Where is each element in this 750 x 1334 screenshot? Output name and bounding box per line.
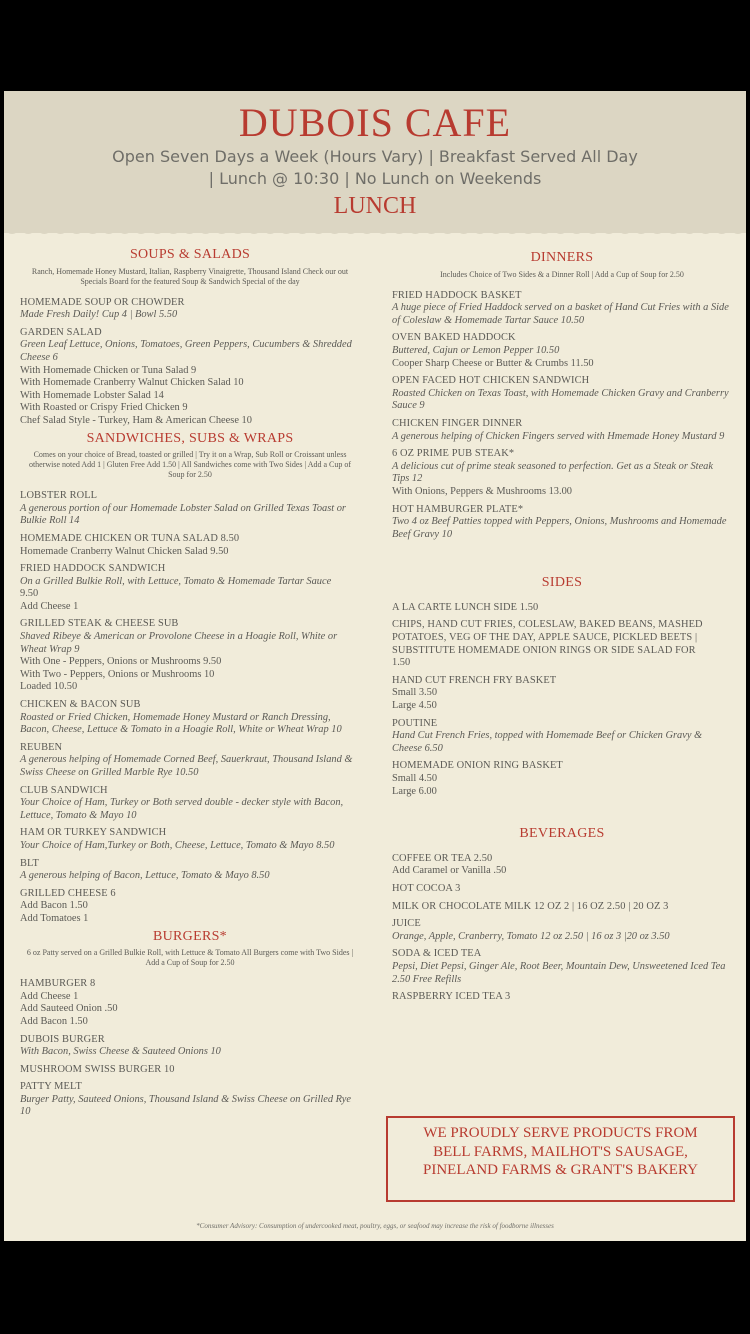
item-description: Your Choice of Ham,Turkey or Both, Cheese, Lettuce, Tomato & Mayo 8.50 — [20, 839, 335, 851]
menu-item — [20, 327, 360, 428]
item-option: With Homemade Cranberry Walnut Chicken Salad 10 — [20, 377, 244, 389]
item-description: Pepsi, Diet Pepsi, Ginger Ale, Root Beer, Mountain Dew, Unsweetened Iced Tea 2.50 Free Refills — [392, 960, 726, 985]
item-name: HOMEMADE ONION RING BASKET — [392, 760, 563, 772]
menu-header — [4, 91, 746, 233]
item-option: Add Caramel or Vanilla .50 — [392, 865, 507, 877]
menu-item — [392, 418, 732, 443]
item-option: Cooper Sharp Cheese or Butter & Crumbs 11.50 — [392, 357, 594, 369]
item-option: Add Bacon 1.50 — [20, 900, 88, 912]
item-name: LOBSTER ROLL — [20, 490, 98, 502]
item-option: 1.50 — [392, 657, 411, 669]
menu-item — [392, 332, 732, 370]
item-description: Shaved Ribeye & American or Provolone Cheese in a Hoagie Roll, White or Wheat Wrap 9 — [20, 631, 338, 655]
item-name: HAM OR TURKEY SANDWICH — [20, 827, 167, 839]
menu-item — [392, 448, 732, 498]
section-note: Comes on your choice of Bread, toasted or grilled | Try it on a Wrap, Sub Roll or Croissant unless otherwise noted Add 1 | Gluten Free Add 1.50 | All Sandwiches come with Two Sides | Add a Cup of Soup for 2.50 — [28, 450, 352, 480]
item-name: POUTINE — [392, 717, 438, 729]
item-description: Made Fresh Daily! Cup 4 | Bowl 5.50 — [20, 309, 178, 321]
item-description: A generous helping of Bacon, Lettuce, Tomato & Mayo 8.50 — [20, 870, 270, 882]
menu-item — [20, 533, 360, 558]
item-name: CHICKEN FINGER DINNER — [392, 417, 523, 429]
item-description: Hand Cut French Fries, topped with Homemade Beef or Chicken Gravy & Cheese 6.50 — [392, 730, 703, 754]
item-name: GRILLED STEAK & CHEESE SUB — [20, 618, 179, 630]
item-option: Chef Salad Style - Turkey, Ham & American Cheese 10 — [20, 414, 252, 426]
menu-item — [392, 602, 732, 615]
item-name: GARDEN SALAD — [20, 326, 102, 338]
item-description: Buttered, Cajun or Lemon Pepper 10.50 — [392, 344, 560, 356]
menu-item — [20, 618, 360, 694]
item-option: Add Sauteed Onion .50 — [20, 1003, 118, 1015]
item-name: PATTY MELT — [20, 1081, 82, 1093]
menu-item — [392, 375, 732, 413]
item-name: HAMBURGER 8 — [20, 978, 96, 990]
menu-item — [20, 827, 360, 852]
restaurant-title: DUBOIS CAFE — [238, 100, 512, 145]
item-description: With Bacon, Swiss Cheese & Sauteed Onions 10 — [20, 1046, 221, 1058]
menu-item — [20, 888, 360, 926]
box-line-2: BELL FARMS, MAILHOT'S SAUSAGE, — [433, 1143, 688, 1160]
menu-item — [20, 1081, 360, 1119]
item-name: MUSHROOM SWISS BURGER 10 — [20, 1063, 175, 1075]
item-name: DUBOIS BURGER — [20, 1033, 105, 1045]
item-name: MILK OR CHOCOLATE MILK 12 OZ 2 | 16 OZ 2.50 | 20 OZ 3 — [392, 900, 669, 912]
item-option: Large 6.00 — [392, 785, 437, 797]
menu-sheet — [4, 91, 746, 1241]
item-description: Burger Patty, Sauteed Onions, Thousand Island & Swiss Cheese on Grilled Rye 10 — [20, 1093, 352, 1118]
item-name: HOMEMADE CHICKEN OR TUNA SALAD 8.50 — [20, 532, 240, 544]
item-option: With One - Peppers, Onions or Mushrooms 9.50 — [20, 656, 222, 668]
menu-item — [20, 1064, 360, 1077]
menu-item — [20, 785, 360, 823]
item-description: A huge piece of Fried Haddock served on a basket of Hand Cut Fries with a Side of Coleslaw & Homemade Tartar Sauce 10.50 — [392, 302, 729, 326]
section-title: SIDES — [541, 575, 583, 591]
item-option: With Homemade Chicken or Tuna Salad 9 — [20, 364, 197, 376]
item-option: With Two - Peppers, Onions or Mushrooms 10 — [20, 668, 215, 680]
item-name: REUBEN — [20, 741, 63, 753]
item-name: BLT — [20, 857, 39, 869]
item-name: CLUB SANDWICH — [20, 784, 108, 796]
section-title: SANDWICHES, SUBS & WRAPS — [86, 430, 294, 446]
item-description: Your Choice of Ham, Turkey or Both served double - decker style with Bacon, Lettuce, Tomato & Mayo 10 — [20, 797, 344, 821]
item-description: A delicious cut of prime steak seasoned to perfection. Get as a Steak or Steak Tips 12 — [392, 460, 713, 485]
item-name: OVEN BAKED HADDOCK — [392, 332, 516, 344]
menu-item — [20, 699, 360, 737]
box-line-3: PINELAND FARMS & GRANT'S BAKERY — [423, 1162, 698, 1178]
item-option: With Homemade Lobster Salad 14 — [20, 389, 164, 401]
item-description: A generous portion of our Homemade Lobster Salad on Grilled Texas Toast or Bulkie Roll 14 — [20, 502, 346, 527]
menu-item — [20, 490, 360, 528]
hours-line-1: Open Seven Days a Week (Hours Vary) | Breakfast Served All Day — [112, 147, 638, 166]
item-option: Add Cheese 1 — [20, 600, 79, 612]
item-name: FRIED HADDOCK SANDWICH — [20, 563, 166, 575]
section-title: BEVERAGES — [519, 826, 605, 842]
item-option: With Roasted or Crispy Fried Chicken 9 — [20, 402, 188, 414]
item-name: HOT HAMBURGER PLATE* — [392, 503, 524, 515]
item-description: On a Grilled Bulkie Roll, with Lettuce, Tomato & Homemade Tartar Sauce — [20, 575, 332, 587]
section-note: Ranch, Homemade Honey Mustard, Italian, Raspberry Vinaigrette, Thousand Island Check our out Specials Board for the featured Soup & Sandwich Special of the day — [31, 266, 349, 286]
item-name: OPEN FACED HOT CHICKEN SANDWICH — [392, 375, 590, 387]
menu-item — [392, 675, 732, 713]
consumer-advisory: *Consumer Advisory: Consumption of undercooked meat, poultry, eggs, or seafood may increase the risk of foodborne illnesses — [196, 1222, 554, 1230]
item-description: A generous helping of Chicken Fingers served with Hmemade Honey Mustard 9 — [392, 430, 725, 442]
section-note: Includes Choice of Two Sides & a Dinner Roll | Add a Cup of Soup for 2.50 — [440, 269, 684, 279]
hours-info — [44, 146, 706, 190]
item-option: Small 4.50 — [392, 773, 438, 784]
item-option: Add Tomatoes 1 — [20, 912, 89, 924]
local-products-box — [386, 1116, 735, 1202]
item-option: Loaded 10.50 — [20, 681, 78, 693]
lace-border — [4, 223, 746, 241]
menu-item — [20, 858, 360, 883]
section-title: DINNERS — [530, 250, 594, 265]
item-option: Homemade Cranberry Walnut Chicken Salad 9.50 — [20, 545, 229, 557]
section-note: 6 oz Patty served on a Grilled Bulkie Roll, with Lettuce & Tomato All Burgers come with Two Sides | Add a Cup of Soup for 2.50 — [26, 948, 354, 968]
menu-item — [392, 991, 732, 1004]
menu-name: LUNCH — [333, 193, 417, 219]
menu-item — [20, 297, 360, 322]
item-name: HOT COCOA 3 — [392, 882, 461, 894]
item-option: Add Cheese 1 — [20, 990, 79, 1002]
item-name: A LA CARTE LUNCH SIDE 1.50 — [392, 601, 539, 613]
box-line-1: WE PROUDLY SERVE PRODUCTS FROM — [423, 1125, 698, 1141]
menu-item — [392, 948, 732, 986]
menu-item — [392, 290, 732, 328]
item-name: 6 OZ PRIME PUB STEAK* — [392, 448, 515, 460]
item-option: 9.50 — [20, 588, 39, 600]
item-description: Green Leaf Lettuce, Onions, Tomatoes, Green Peppers, Cucumbers & Shredded Cheese 6 — [20, 339, 352, 363]
menu-item — [20, 742, 360, 780]
item-name: FRIED HADDOCK BASKET — [392, 289, 522, 301]
menu-item — [392, 901, 732, 914]
menu-item — [392, 853, 732, 878]
item-name: CHICKEN & BACON SUB — [20, 699, 141, 711]
item-description: A generous helping of Homemade Corned Beef, Sauerkraut, Thousand Island & Swiss Cheese on Grilled Marble Rye 10.50 — [20, 754, 353, 778]
right-column — [392, 252, 732, 1009]
item-option: Large 4.50 — [392, 700, 437, 712]
left-column — [20, 249, 360, 1124]
item-option: With Onions, Peppers & Mushrooms 13.00 — [392, 485, 572, 497]
item-description: Two 4 oz Beef Patties topped with Peppers, Onions, Mushrooms and Homemade Beef Gravy 10 — [392, 516, 727, 540]
item-description: Roasted Chicken on Texas Toast, with Homemade Chicken Gravy and Cranberry Sauce 9 — [392, 387, 729, 412]
menu-item — [392, 883, 732, 896]
menu-item — [20, 978, 360, 1028]
item-description: Orange, Apple, Cranberry, Tomato 12 oz 2.50 | 16 oz 3 |20 oz 3.50 — [392, 930, 670, 942]
item-name: JUICE — [392, 918, 421, 930]
item-name: COFFEE OR TEA 2.50 — [392, 852, 493, 864]
section-title: SOUPS & SALADS — [129, 247, 251, 262]
menu-item — [392, 918, 732, 943]
hours-line-2: | Lunch @ 10:30 | No Lunch on Weekends — [208, 169, 542, 188]
menu-item — [392, 718, 732, 756]
item-name: HOMEMADE SOUP OR CHOWDER — [20, 296, 185, 308]
item-name: RASPBERRY ICED TEA 3 — [392, 991, 511, 1003]
item-name: HAND CUT FRENCH FRY BASKET — [392, 674, 557, 686]
menu-item — [392, 619, 732, 669]
item-description: Roasted or Fried Chicken, Homemade Honey Mustard or Ranch Dressing, Bacon, Cheese, Lettuce & Tomato in a Hoagie Roll, White or Wheat Wrap 10 — [20, 711, 342, 736]
item-name: CHIPS, HAND CUT FRIES, COLESLAW, BAKED BEANS, MASHED POTATOES, VEG OF THE DAY, APPLE SAUCE, PICKLED BEETS | SUBSTITUTE HOMEMADE ONION RINGS OR SIDE SALAD FOR — [392, 619, 703, 656]
menu-item — [392, 504, 732, 542]
menu-item — [20, 563, 360, 613]
item-option: Small 3.50 — [392, 687, 438, 699]
menu-item — [20, 1034, 360, 1059]
local-products-text — [388, 1124, 733, 1180]
item-name: GRILLED CHEESE 6 — [20, 887, 116, 899]
section-title: BURGERS* — [153, 928, 227, 944]
item-name: SODA & ICED TEA — [392, 948, 482, 960]
item-option: Add Bacon 1.50 — [20, 1015, 88, 1027]
menu-item — [392, 760, 732, 798]
